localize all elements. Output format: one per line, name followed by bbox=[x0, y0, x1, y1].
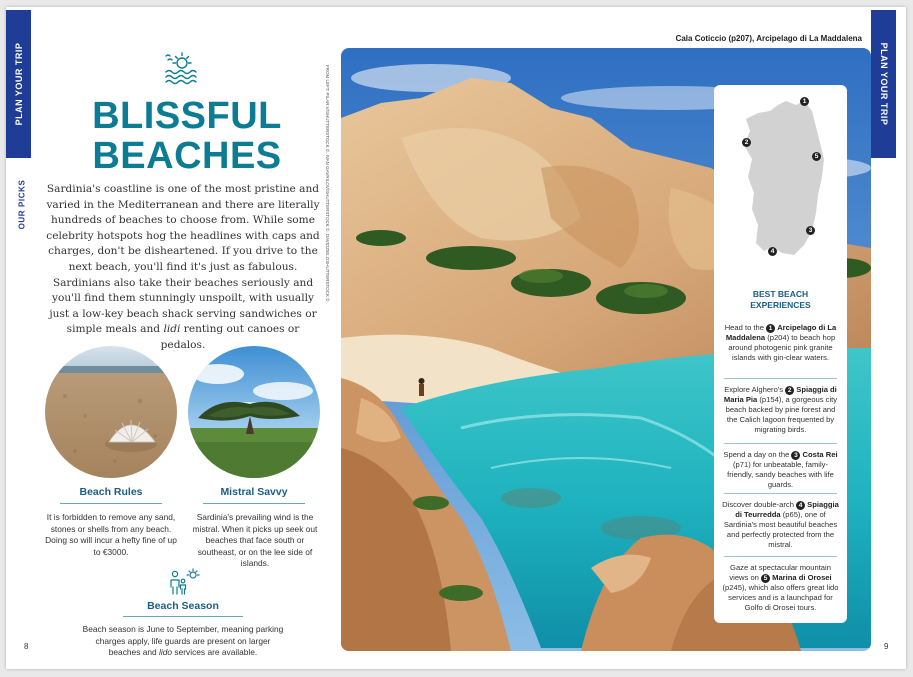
plan-your-trip-tab-left bbox=[6, 10, 31, 158]
beach-season-text bbox=[80, 624, 286, 659]
intro-text-1: Sardinia's coastline is one of the most pristine and varied in the Mediterranean and there are literally hundreds of beaches to choose from. While some celebrity hotspots hog the headlines with caps and charges, don't be disheartened. If you drive to the next beach, you'll find it's just as fabulous. Sardinians also take their beaches seriously and you'll find them stunningly unspoilt, with usually just a low-key beach shack serving sandwiches or simple meals and bbox=[46, 183, 320, 336]
beach-rules-text: It is forbidden to remove any sand, stones or shells from any beach. Doing so will incur a hefty fine of up to €3000. bbox=[45, 512, 177, 557]
experience-entry-4 bbox=[722, 500, 839, 550]
title-line-1: BLISSFUL bbox=[92, 95, 282, 137]
panel-separator bbox=[724, 556, 837, 557]
entry-2-post: (p154), a gorgeous city beach backed by pine forest and the Calich lagoon frequented by migrating birds. bbox=[725, 395, 838, 434]
page-number-right: 9 bbox=[884, 642, 889, 651]
experience-entry-3 bbox=[722, 450, 839, 490]
panel-separator bbox=[724, 378, 837, 379]
map-marker-4: 4 bbox=[768, 247, 777, 256]
panel-separator bbox=[724, 493, 837, 494]
map-marker-2: 2 bbox=[742, 138, 751, 147]
mistral-savvy-heading: Mistral Savvy bbox=[220, 486, 288, 498]
number-badge-icon: 5 bbox=[761, 574, 770, 583]
beach-season-rule bbox=[123, 616, 243, 617]
map-marker-1: 1 bbox=[800, 97, 809, 106]
photo-caption: Cala Coticcio (p207), Arcipelago di La Maddalena bbox=[675, 34, 862, 43]
panel-heading bbox=[714, 289, 847, 311]
number-badge-icon: 4 bbox=[796, 501, 805, 510]
windswept-tree-photo bbox=[188, 346, 320, 478]
intro-italic: lidi bbox=[163, 323, 181, 336]
plan-your-trip-tab-right bbox=[871, 10, 896, 158]
entry-3-bold: Costa Rei bbox=[802, 450, 838, 459]
page-number-left: 8 bbox=[24, 642, 29, 651]
intro-text-2: renting out canoes or pedalos. bbox=[160, 323, 300, 351]
experience-entry-5 bbox=[722, 563, 839, 613]
beach-season-heading: Beach Season bbox=[147, 600, 219, 612]
photo-credit: FROM LEFT: PILAR.V/SHUTTERSTOCK ©, IVAN GAVRILOV/SHUTTERSTOCK ©, DAVIDZIELOSHUTTERSTOCK © bbox=[325, 65, 330, 302]
beach-rules-heading: Beach Rules bbox=[79, 486, 143, 498]
entry-4-bold: Spiaggia di Teurredda bbox=[735, 500, 839, 519]
panel-separator bbox=[724, 443, 837, 444]
tab-label-right: PLAN YOUR TRIP bbox=[878, 42, 889, 126]
page-title bbox=[82, 96, 292, 176]
experience-entry-2 bbox=[722, 385, 839, 435]
entry-1-post: (p204) to beach hop around photogenic pink granite islands with gin-clear waters. bbox=[728, 333, 836, 362]
mistral-savvy-rule bbox=[203, 503, 305, 504]
entry-5-pre: Gaze at spectacular mountain views on bbox=[729, 563, 831, 582]
entry-3-post: (p71) for unbeatable, family-friendly, sandy beaches with life guards. bbox=[727, 460, 834, 489]
entry-5-post: (p245), which also offers great lido services and is a launchpad for Golfo di Orosei tours. bbox=[722, 583, 839, 612]
entry-3-pre: Spend a day on the bbox=[723, 450, 792, 459]
map-marker-5: 5 bbox=[812, 152, 821, 161]
family-sun-icon bbox=[168, 568, 200, 596]
number-badge-icon: 2 bbox=[785, 386, 794, 395]
panel-heading-line-2: EXPERIENCES bbox=[750, 300, 811, 310]
title-line-2: BEACHES bbox=[92, 135, 282, 177]
entry-1-pre: Head to the bbox=[724, 323, 767, 332]
best-beach-experiences-panel bbox=[714, 85, 847, 623]
season-text-1: Beach season is June to September, meaning parking charges apply, life guards are present on larger beaches and bbox=[82, 624, 284, 658]
season-text-2: services are available. bbox=[172, 647, 258, 658]
sun-waves-icon bbox=[160, 50, 202, 86]
intro-paragraph bbox=[45, 182, 321, 354]
mistral-savvy-text: Sardinia's prevailing wind is the mistral. When it picks up seek out beaches that face south or southeast, or on the lee side of islands. bbox=[192, 512, 318, 569]
entry-4-post: (p65), one of Sardinia's most beautiful beaches and perfectly protected from the mistral. bbox=[723, 510, 838, 549]
entry-5-bold: Marina di Orosei bbox=[772, 573, 832, 582]
map-marker-3: 3 bbox=[806, 226, 815, 235]
sardinia-map bbox=[734, 97, 829, 262]
entry-2-pre: Explore Alghero's bbox=[724, 385, 786, 394]
beach-rules-rule bbox=[60, 503, 162, 504]
number-badge-icon: 1 bbox=[766, 324, 775, 333]
our-picks-label-left: OUR PICKS bbox=[17, 179, 27, 230]
panel-heading-line-1: BEST BEACH bbox=[752, 289, 809, 299]
entry-4-pre: Discover double-arch bbox=[722, 500, 797, 509]
shell-on-sand-photo bbox=[45, 346, 177, 478]
entry-1-bold: Arcipelago di La Maddalena bbox=[725, 323, 837, 342]
entry-2-bold: Spiaggia di Maria Pia bbox=[723, 385, 837, 404]
tab-label-left: PLAN YOUR TRIP bbox=[13, 42, 24, 126]
number-badge-icon: 3 bbox=[791, 451, 800, 460]
season-italic: lido bbox=[159, 647, 173, 658]
experience-entry-1 bbox=[722, 323, 839, 363]
